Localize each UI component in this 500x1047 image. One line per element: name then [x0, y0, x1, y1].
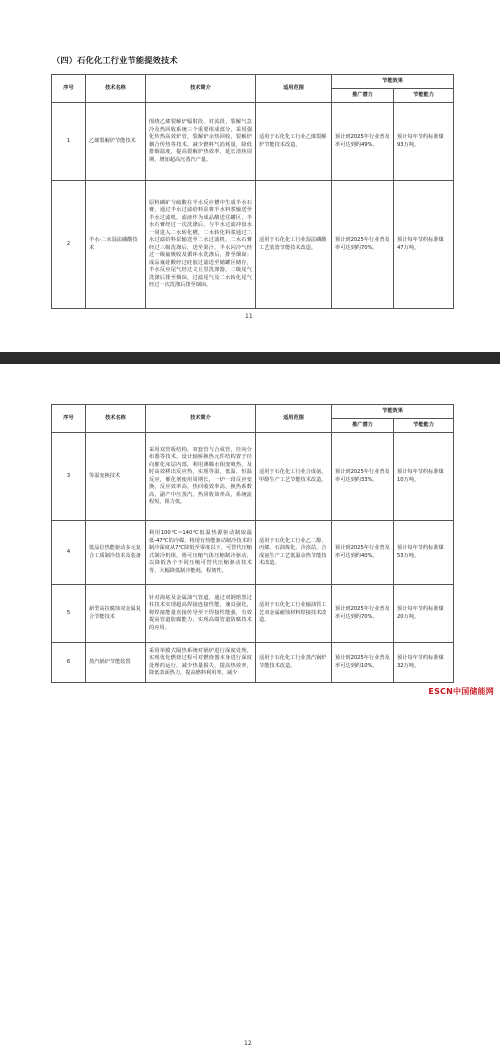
header-effect: 节能效果 [332, 405, 454, 419]
header-potential: 推广潜力 [332, 419, 394, 433]
header-name: 技术名称 [86, 75, 146, 103]
header-capacity: 节能能力 [394, 89, 454, 103]
header-name: 技术名称 [86, 405, 146, 433]
header-capacity: 节能能力 [394, 419, 454, 433]
row-potential: 预计到2025年行业普及率可达到约70%。 [332, 585, 394, 643]
technology-table-page-12 [51, 404, 454, 683]
page-separator [0, 352, 500, 364]
row-scope: 适用于石化化工行业乙二醇、丙烯、石油炼化、冷冻站、合成氨生产工艺低温余热节能技术改造。 [256, 521, 332, 585]
header-scope: 适用范围 [256, 405, 332, 433]
row-intro: 原料磷矿与硫酸在半水反应槽中生成半水石膏，通过半水过滤给料泵将半水料浆输送至半水过滤机，滤液作为成品酸送往罐区，半水石膏经过一次洗涤后，与半水过滤冲盘水一同进入二水转化槽，二水转化料浆通过二水过滤给料泵输送至二水过滤机，二水石膏经过三级洗涤后，送至果汁，半水闪冷气经过一级氟吸收及循环水洗涤后，排至烟囱；成品氟硅酸经过硅胶过滤送至储罐区储存，半水反应尾气经过文丘里洗涤器，二级尾气洗涤后排至烟囱，过滤尾气及二水转化尾气经过一次洗涤后排至烟囱。 [146, 181, 256, 309]
header-intro: 技术简介 [146, 75, 256, 103]
row-name: 新型高抗腐蚀双金属复合节能技术 [86, 585, 146, 643]
row-scope: 适用于石化化工行业蒸汽锅炉节能技术改造。 [256, 643, 332, 683]
row-capacity: 预计每年节约标准煤10万吨。 [394, 433, 454, 521]
row-intro: 围绕乙烯裂解炉辐射段、对流段、裂解气急冷及热回收系统三个重要组成部分，采用强化传热高效炉管，裂解炉余热回收，裂解炉耦合传热等技术，减少燃料气消耗量，降低排烟温度，提高裂解炉热效率，延长清焦周期，增加超高压蒸汽产量。 [146, 103, 256, 181]
row-capacity: 预计每年节约标准煤20万吨。 [394, 585, 454, 643]
row-intro: 采用单膜式隔热系统对锅炉进行深度处理，实现优化燃烧过程可对燃烧器本身进行深度处理的运行，减少热量损失，提高热效率，降低表面热力，提高燃料利用率，减少 [146, 643, 256, 683]
document-page-12 [0, 364, 500, 1047]
table-row [52, 181, 454, 309]
row-capacity: 预计每年节约标准煤47万吨。 [394, 181, 454, 309]
table-row [52, 521, 454, 585]
row-name: 蒸汽锅炉节能装置 [86, 643, 146, 683]
table-row [52, 103, 454, 181]
row-intro: 针对海底及金属油气管道，通过双钢熔黑过柱技术实现超高焊接连接性能，兼具强化，将焊接能量直接传导至干焊接性能强，有效提高管道防腐能力，实现高端管道防腐技术的应用。 [146, 585, 256, 643]
row-seq: 6 [52, 643, 86, 683]
row-capacity: 预计每年节约标准煤93万吨。 [394, 103, 454, 181]
header-scope: 适用范围 [256, 75, 332, 103]
row-name: 乙烯裂解炉节能技术 [86, 103, 146, 181]
section-heading: （四）石化化工行业节能提效技术 [52, 55, 178, 65]
table-row [52, 585, 454, 643]
row-potential: 预计到2025年行业普及率可达到约49%。 [332, 103, 394, 181]
page-number: 11 [245, 313, 253, 320]
row-intro: 利用100℃~140℃低温热源驱动制取最低-47℃的冷媒，将现有热能驱动制冷技术的制冷深度从7℃降低至零度以下，可替代压缩式制冷机组，将可压缩气体压缩制冷驱动，以降低各个不同压缩可替代压缩驱动技术等，大幅降低制冷能耗，程韧性。 [146, 521, 256, 585]
header-seq: 序号 [52, 405, 86, 433]
row-seq: 2 [52, 181, 86, 309]
row-potential: 预计到2025年行业普及率可达到约33%。 [332, 433, 394, 521]
row-potential: 预计到2025年行业普及率可达到约40%。 [332, 521, 394, 585]
row-scope: 适用于石化化工行业湿法磷酸工艺装置节能技术改造。 [256, 181, 332, 309]
row-seq: 4 [52, 521, 86, 585]
row-potential: 预计到2025年行业普及率可达到约70%。 [332, 181, 394, 309]
row-scope: 适用于石化化工行业乙烯裂解炉节能技术改造。 [256, 103, 332, 181]
row-seq: 1 [52, 103, 86, 181]
technology-table-page-11 [51, 74, 454, 309]
row-intro: 采用双管板结构，双套管与合成管，径向分布器等技术，设计轴桥换热元件结构置于径向催化床层内部，利用沸腾水相变吸热，及时高效移出反应热，实现等温，低温、恒温反应，催化剂使用周期长，一炉一段反应变换，反应效率高，热回收效率高，换热系数高，副产中压蒸汽，热回收效率高，系统流程短，阻力低。 [146, 433, 256, 521]
row-name: 等温变换技术 [86, 433, 146, 521]
table-row [52, 643, 454, 683]
row-name: 低品位热能驱动多元复合工质制冷技术及装备 [86, 521, 146, 585]
escn-watermark-logo: ESCN中国储能网 [428, 687, 494, 696]
header-intro: 技术简介 [146, 405, 256, 433]
row-scope: 适用于石化化工行业合成氨、甲醇生产工艺节能技术改造。 [256, 433, 332, 521]
row-capacity: 预计每年节约标准煤53万吨。 [394, 521, 454, 585]
row-capacity: 预计每年节约标准煤32万吨。 [394, 643, 454, 683]
header-potential: 推广潜力 [332, 89, 394, 103]
row-name: 半水-二水湿法磷酸技术 [86, 181, 146, 309]
row-potential: 预计到2025年行业普及率可达到约10%。 [332, 643, 394, 683]
row-seq: 5 [52, 585, 86, 643]
header-effect: 节能效果 [332, 75, 454, 89]
row-scope: 适用于石化化工行业输油管工艺双金属耐蚀材料焊接技术改造。 [256, 585, 332, 643]
row-seq: 3 [52, 433, 86, 521]
document-page-11 [0, 0, 500, 352]
header-seq: 序号 [52, 75, 86, 103]
page-number: 12 [244, 1040, 252, 1047]
table-row [52, 433, 454, 521]
